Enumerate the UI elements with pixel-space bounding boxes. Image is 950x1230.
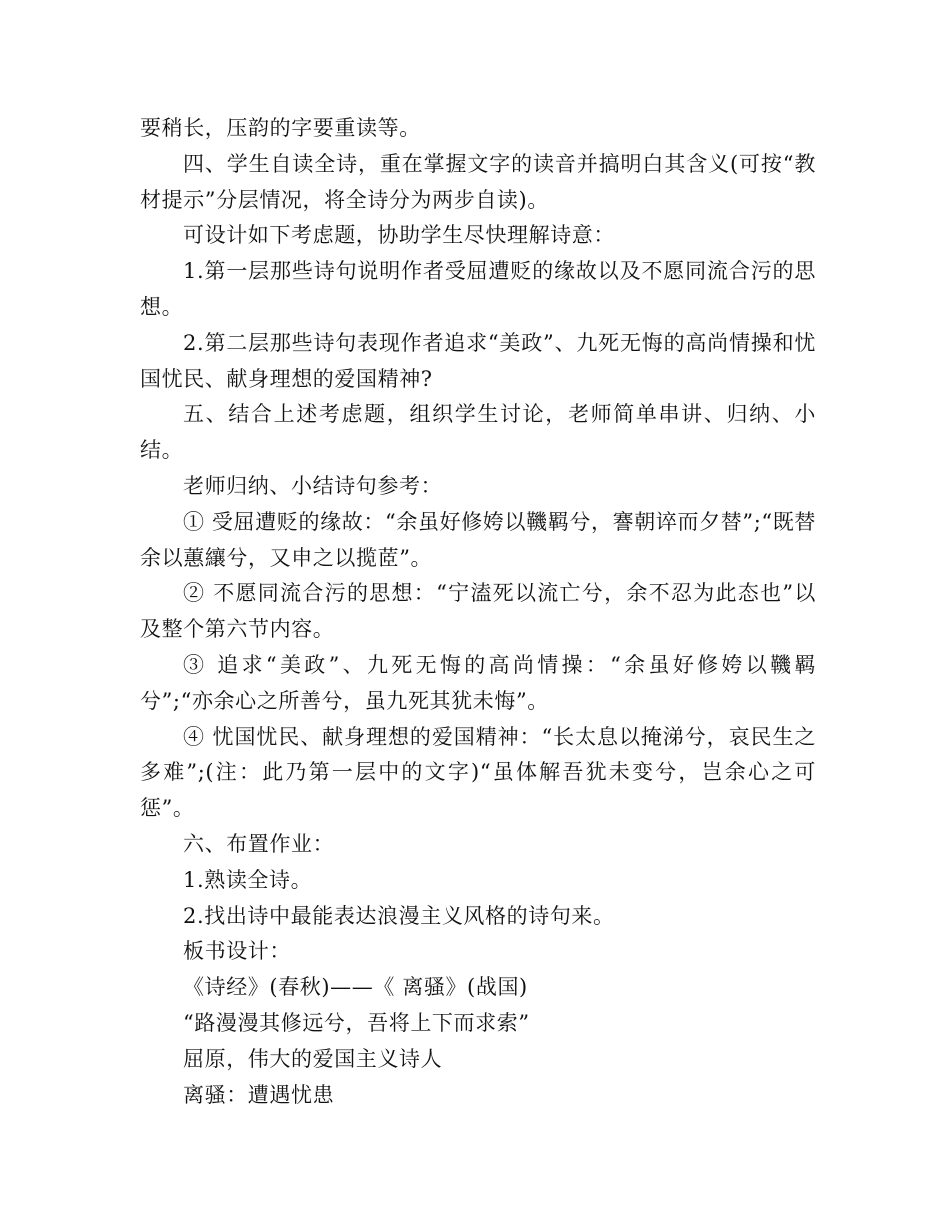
- paragraph-board-line-2: “路漫漫其修远兮，吾将上下而求索”: [183, 1010, 530, 1035]
- paragraph-board-line-1: 《诗经》(春秋)——《 离骚》(战国): [183, 975, 528, 1000]
- paragraph-board-line-3: 屈原，伟大的爱国主义诗人: [183, 1046, 443, 1071]
- paragraph-summary-2: ② 不愿同流合污的思想：“宁溘死以流亡兮，余不忍为此态也”以及整个第六节内容。: [140, 581, 816, 642]
- paragraph-question-1: 1.第一层那些诗句说明作者受屈遭贬的缘故以及不愿同流合污的思想。: [140, 259, 816, 319]
- document-body: [140, 111, 816, 1113]
- paragraph-continuation: 要稍长，压韵的字要重读等。: [140, 116, 421, 140]
- paragraph-homework-1: 1.熟读全诗。: [183, 867, 313, 892]
- paragraph-summary-4: ④ 忧国忧民、献身理想的爱国精神：“长太息以掩涕兮，哀民生之多难”;(注：此乃第一层中的文字)“虽体解吾犹未变兮，岂余心之可惩”。: [140, 724, 816, 821]
- paragraph-board-line-4: 离骚：遭遇忧患: [183, 1082, 335, 1107]
- paragraph-homework-2: 2.找出诗中最能表达浪漫主义风格的诗句来。: [183, 903, 615, 928]
- paragraph-board-design-heading: 板书设计：: [183, 939, 291, 964]
- paragraph-summary-3: ③ 追求“美政”、九死无悔的高尚情操：“余虽好修姱以鞿羁兮”;“亦余心之所善兮，虽九死其犹未悔”。: [140, 652, 816, 713]
- paragraph-summary-intro: 老师归纳、小结诗句参考：: [183, 473, 443, 498]
- paragraph-summary-1: ① 受屈遭贬的缘故：“余虽好修姱以鞿羁兮，謇朝谇而夕替”;“既替余以蕙纕兮，又申之以揽茝”。: [140, 509, 816, 570]
- paragraph-question-intro: 可设计如下考虑题，协助学生尽快理解诗意：: [183, 223, 615, 248]
- paragraph-question-2: 2.第二层那些诗句表现作者追求“美政”、九死无悔的高尚情操和忧国忧民、献身理想的爱国精神?: [140, 330, 816, 391]
- paragraph-step-six: 六、布置作业：: [183, 831, 335, 856]
- paragraph-step-five: 五、结合上述考虑题，组织学生讨论，老师简单串讲、归纳、小结。: [140, 402, 816, 463]
- paragraph-step-four: 四、学生自读全诗，重在掌握文字的读音并搞明白其含义(可按“教材提示”分层情况，将全诗分为两步自读)。: [140, 151, 816, 212]
